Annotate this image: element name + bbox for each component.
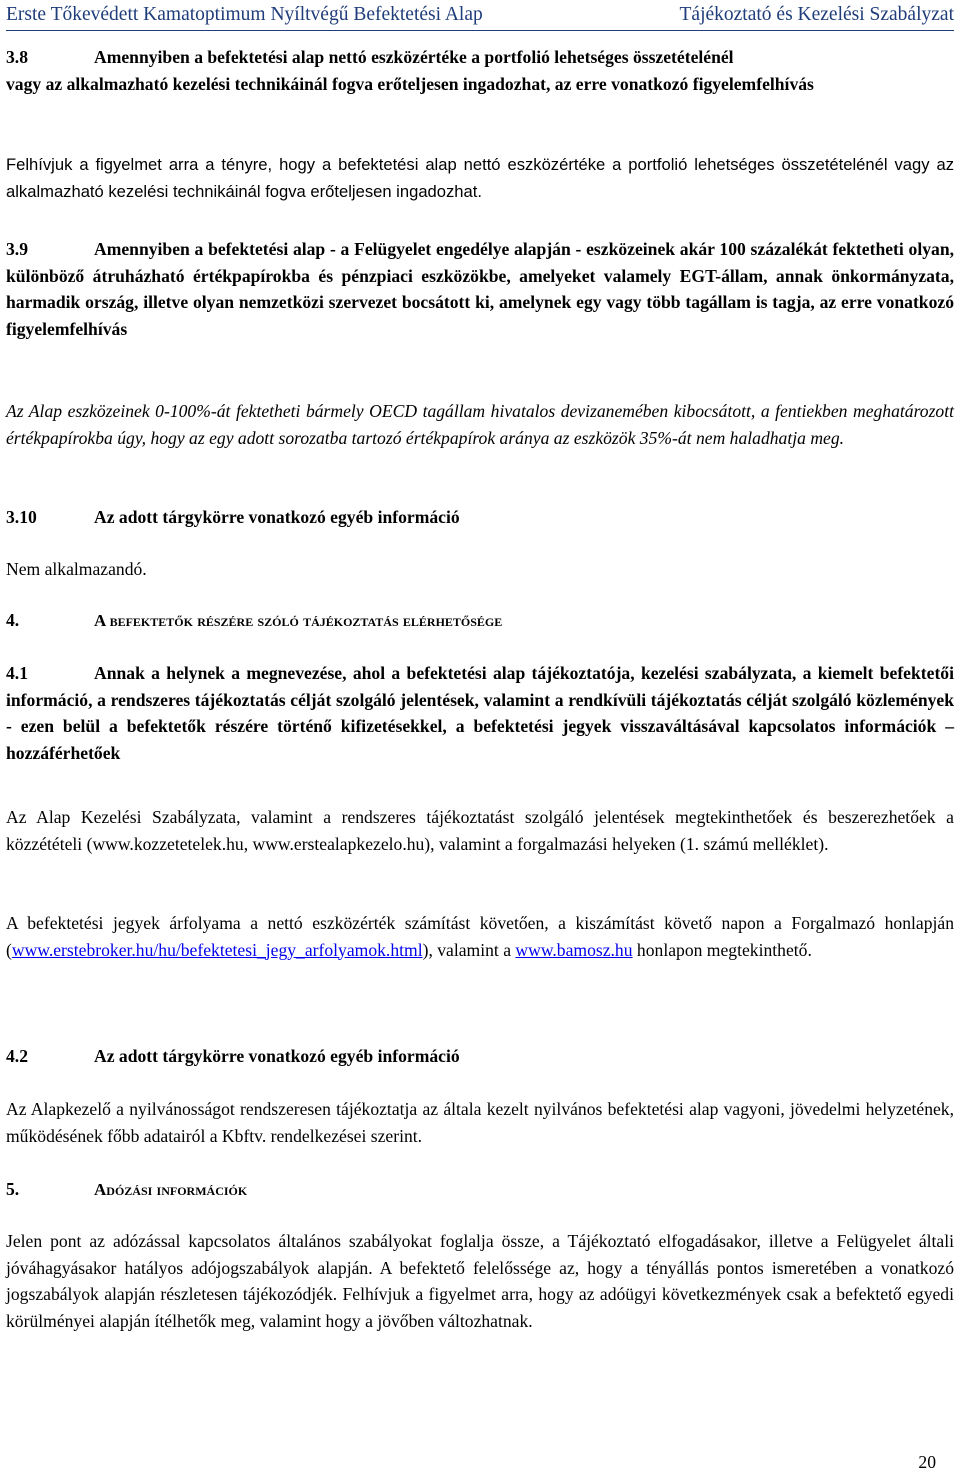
- section-number: 3.10: [6, 507, 37, 527]
- section-title: Adózási információk: [94, 1180, 248, 1199]
- section-3-10-heading: [6, 504, 954, 530]
- section-title-line: Amennyiben a befektetési alap nettó eszközértéke a portfolió lehetséges összetételénél: [94, 47, 734, 67]
- section-3-9-heading: [6, 236, 954, 342]
- section-5-heading: [6, 1176, 954, 1203]
- section-title: Az adott tárgykörre vonatkozó egyéb információ: [94, 507, 460, 527]
- erstebroker-price-link[interactable]: www.erstebroker.hu/hu/befektetesi_jegy_arfolyamok.html: [11, 939, 423, 960]
- section-title: A befektetők részére szóló tájékoztatás elérhetősége: [94, 611, 503, 630]
- section-4-heading: [6, 607, 954, 634]
- bamosz-link[interactable]: www.bamosz.hu: [515, 939, 633, 960]
- section-number: 4.2: [6, 1046, 28, 1066]
- section-4-1-paragraph-2: A befektetési jegyek árfolyama a nettó eszközérték számítást követően, a kiszámítást követő napon a Forgalmazó honlapján (www.erstebroker.hu/hu/befektetesi_jegy_arfolyamok.html), valamint a www.bamosz.hu honlapon megtekinthető.: [6, 913, 954, 960]
- section-number: 4.1: [6, 663, 28, 683]
- section-number: 3.8: [6, 47, 28, 67]
- section-title-rest: vagy az alkalmazható kezelési technikáinál fogva erőteljesen ingadozhat, az erre vonatkozó figyelemfelhívás: [6, 73, 814, 94]
- page-number: 20: [918, 1452, 936, 1472]
- section-4-2-heading: [6, 1043, 954, 1069]
- section-4-1-heading: [6, 660, 954, 766]
- section-4-2-body: Az Alapkezelő a nyilvánosságot rendszeresen tájékoztatja az általa kezelt nyilvános befektetési alap vagyoni, jövedelmi helyzetének, működésének főbb adatairól a Kbftv. rendelkezései szerint.: [6, 1099, 954, 1146]
- section-title: Amennyiben a befektetési alap - a Felügyelet engedélye alapján - eszközeinek akár 100 százalékát fektetheti olyan, különböző átruházható értékpapírokba és pénzpiaci eszközökbe, amelyeket valamely EGT-állam, annak önkormányzata, harmadik ország, illetve olyan nemzetközi szervezet bocsátott ki, amelynek egy vagy több tagállam is tagja, az erre vonatkozó figyelemfelhívás: [6, 239, 954, 339]
- section-3-9-body: Az Alap eszközeinek 0-100%-át fektetheti bármely OECD tagállam hivatalos devizanemében kibocsátott, a fentiekben meghatározott értékpapírokba úgy, hogy az egy adott sorozatba tartozó értékpapírok aránya az eszközök 35%-át nem haladhatja meg.: [6, 401, 954, 448]
- header-rule: [6, 30, 954, 31]
- section-4-1-paragraph-1: Az Alap Kezelési Szabályzata, valamint a rendszeres tájékoztatást szolgáló jelentések megtekinthetőek és beszerezhetőek a közzétételi (www.kozzetetelek.hu, www.erstealapkezelo.hu), valamint a forgalmazási helyeken (1. számú melléklet).: [6, 807, 954, 854]
- section-number: 4.: [6, 610, 20, 630]
- section-number: 3.9: [6, 239, 28, 259]
- section-title: Az adott tárgykörre vonatkozó egyéb információ: [94, 1046, 460, 1066]
- section-5-body: Jelen pont az adózással kapcsolatos általános szabályokat foglalja össze, a Tájékoztató elfogadásakor, illetve a Felügyelet általi jóváhagyásakor hatályos adójogszabályok alapján. A befektető felelőssége az, hogy a tényállás pontos ismeretében a vonatkozó jogszabályok alapján részletesen tájékozódjék. Felhívjuk a figyelmet arra, hogy az adóügyi következmények csak a befektető egyedi körülményei alapján ítélhetők meg, valamint hogy a jövőben változhatnak.: [6, 1231, 954, 1331]
- page-header: [6, 2, 954, 28]
- section-3-8-body: Felhívjuk a figyelmet arra a tényre, hogy a befektetési alap nettó eszközértéke a portfolió lehetséges összetételénél vagy az alkalmazható kezelési technikáinál fogva erőteljesen ingadozhat.: [6, 155, 954, 201]
- section-title: Annak a helynek a megnevezése, ahol a befektetési alap tájékoztatója, kezelési szabályzata, a kiemelt befektetői információ, a rendszeres tájékoztatás célját szolgáló jelentések, valamint a rendkívüli tájékoztatás célját szolgáló közlemények - ezen belül a befektetők részére történő kifizetésekkel, a befektetési jegyek visszaváltásával kapcsolatos információk – hozzáférhetőek: [6, 663, 954, 763]
- header-fund-name: Erste Tőkevédett Kamatoptimum Nyíltvégű Befektetési Alap: [6, 4, 483, 25]
- header-document-title: Tájékoztató és Kezelési Szabályzat: [679, 4, 954, 25]
- section-number: 5.: [6, 1179, 20, 1199]
- section-3-10-body: Nem alkalmazandó.: [6, 559, 147, 579]
- section-3-8-heading: [6, 44, 954, 97]
